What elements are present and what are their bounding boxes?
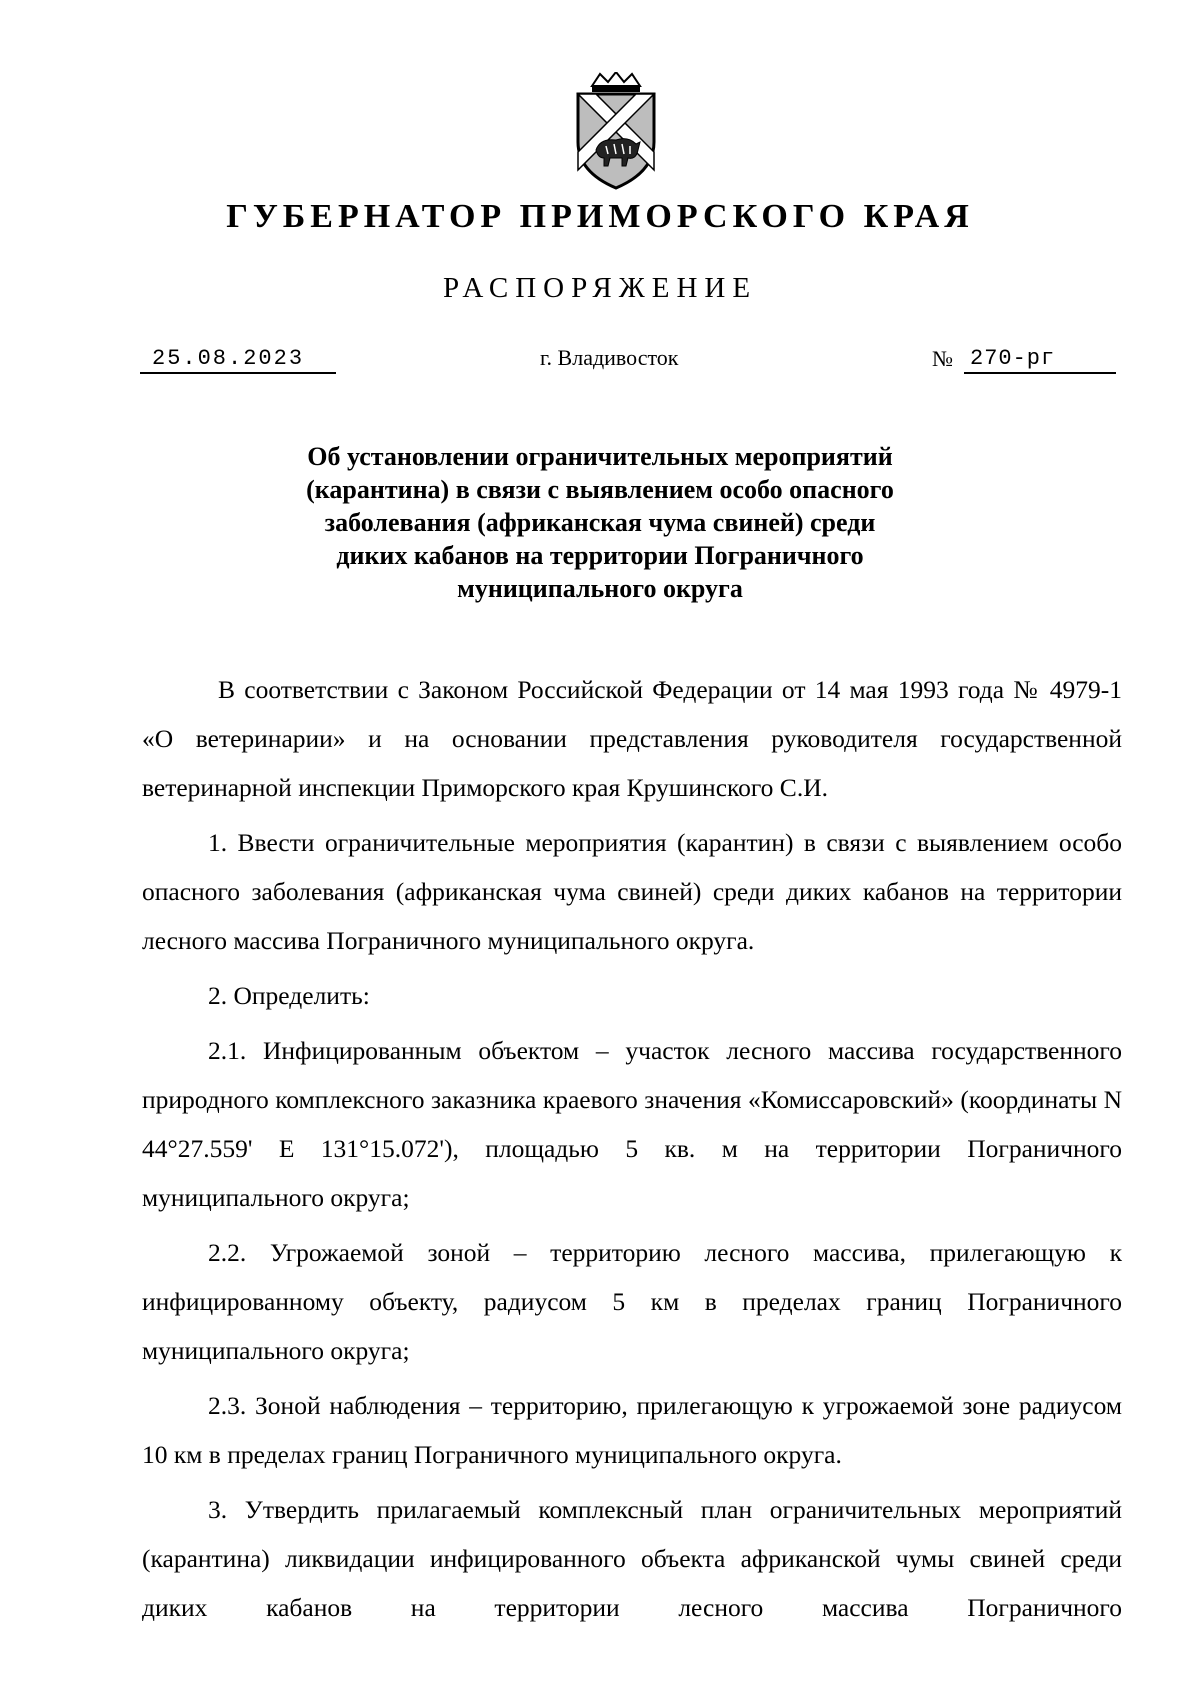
paragraph-2: 2. Определить: xyxy=(208,981,370,1010)
paragraph-2-1: 2.1. Инфицированным объектом – участок лесного массива государственного природного комплексного заказника краевого значения «Комиссаровский» (координаты N 44°27.559' E 131°15.072'), площадью 5 кв. м на территории Пограничного муниципального округа; xyxy=(142,1036,1122,1212)
paragraph-3: 3. Утвердить прилагаемый комплексный план ограничительных мероприятий (карантина) ликвидации инфицированного объекта африканской чумы свиней среди диких кабанов на территории лесного массива Пограничного xyxy=(142,1495,1122,1622)
paragraph-1: 1. Ввести ограничительные мероприятия (карантин) в связи с выявлением особо опасного заболевания (африканская чума свиней) среди диких кабанов на территории лесного массива Пограничного муниципального округа. xyxy=(142,828,1122,955)
issuing-authority: ГУБЕРНАТОР ПРИМОРСКОГО КРАЯ xyxy=(226,198,974,235)
title-line: Об установлении ограничительных мероприятий xyxy=(307,442,893,471)
paragraph-2-3: 2.3. Зоной наблюдения – территорию, прилегающую к угрожаемой зоне радиусом 10 км в пределах границ Пограничного муниципального округа. xyxy=(142,1391,1122,1469)
coat-of-arms-icon xyxy=(570,72,662,190)
document-date: 25.08.2023 xyxy=(140,346,336,374)
document-number: 270-рг xyxy=(964,346,1116,374)
document-number-field xyxy=(932,346,1116,374)
document-title xyxy=(260,440,940,605)
title-line: заболевания (африканская чума свиней) среди xyxy=(324,508,876,537)
preamble-paragraph: В соответствии с Законом Российской Федерации от 14 мая 1993 года № 4979-1 «О ветеринарии» и на основании представления руководителя государственной ветеринарной инспекции Приморского края Крушинского С.И. xyxy=(142,675,1122,802)
title-line: (карантина) в связи с выявлением особо опасного xyxy=(306,475,894,504)
number-label: № xyxy=(932,346,953,371)
title-line: муниципального округа xyxy=(457,574,743,603)
paragraph-2-2: 2.2. Угрожаемой зоной – территорию лесного массива, прилегающую к инфицированному объекту, радиусом 5 км в пределах границ Пограничного муниципального округа; xyxy=(142,1238,1122,1365)
document-city: г. Владивосток xyxy=(540,345,679,370)
document-body xyxy=(142,665,1122,1638)
document-type: РАСПОРЯЖЕНИЕ xyxy=(442,272,758,304)
coat-of-arms-emblem xyxy=(570,72,662,190)
title-line: диких кабанов на территории Пограничного xyxy=(336,541,864,570)
